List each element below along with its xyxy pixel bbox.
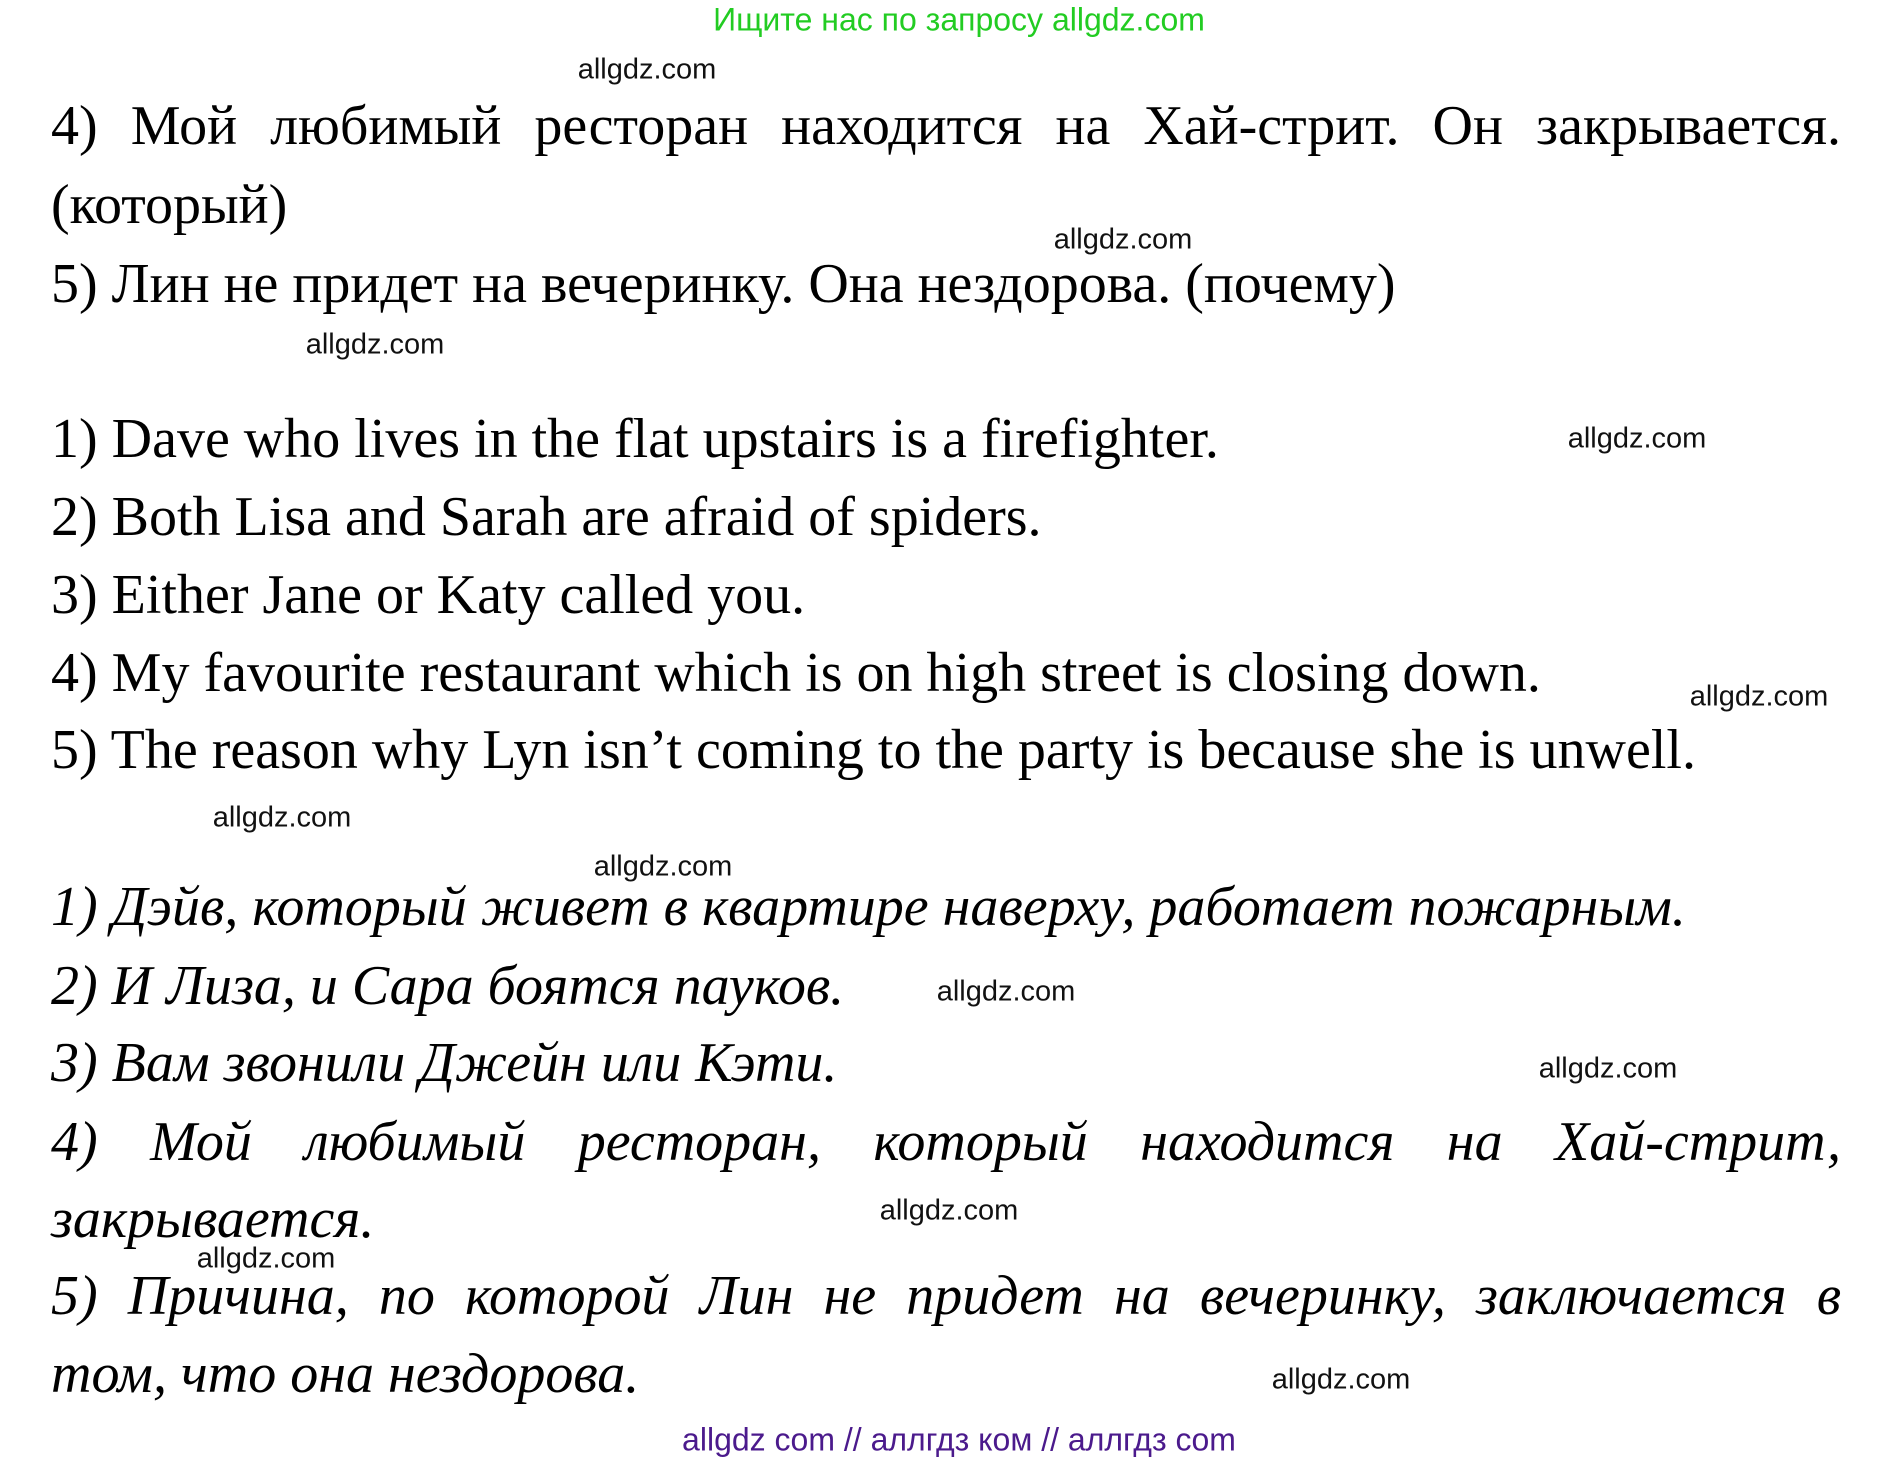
- watermark: allgdz.com: [1689, 680, 1829, 713]
- footer-links: allgdz com // аллгдз ком // аллгдз com: [682, 1421, 1236, 1458]
- answer-ru-line: том, что она нездорова.: [51, 1343, 640, 1405]
- watermark: allgdz.com: [1567, 422, 1707, 455]
- watermark: allgdz.com: [577, 53, 717, 86]
- answer-en-line: 1) Dave who lives in the flat upstairs is a firefighter.: [51, 408, 1219, 470]
- task-line: 5) Лин не придет на вечеринку. Она нездорова. (почему): [51, 253, 1396, 315]
- answer-ru-line: закрывается.: [51, 1188, 375, 1250]
- answer-ru-line: 4) Мой любимый ресторан, который находится на Хай-стрит,: [51, 1111, 1841, 1173]
- answer-en-line: 4) My favourite restaurant which is on high street is closing down.: [51, 642, 1541, 704]
- watermark: allgdz.com: [1538, 1052, 1678, 1085]
- watermark: allgdz.com: [305, 328, 445, 361]
- watermark: allgdz.com: [196, 1242, 336, 1275]
- answer-ru-line: 1) Дэйв, который живет в квартире наверху, работает пожарным.: [51, 876, 1686, 938]
- task-line: (который): [51, 174, 288, 236]
- watermark: allgdz.com: [1271, 1363, 1411, 1396]
- answer-ru-line: 2) И Лиза, и Сара боятся пауков.: [51, 955, 845, 1017]
- answer-en-line: 3) Either Jane or Katy called you.: [51, 564, 806, 626]
- watermark: allgdz.com: [879, 1194, 1019, 1227]
- answer-en-line: 2) Both Lisa and Sarah are afraid of spiders.: [51, 486, 1042, 548]
- answer-ru-line: 5) Причина, по которой Лин не придет на вечеринку, заключается в: [51, 1265, 1841, 1327]
- search-hint-header: Ищите нас по запросу allgdz.com: [713, 1, 1205, 38]
- answer-ru-line: 3) Вам звонили Джейн или Кэти.: [51, 1032, 838, 1094]
- watermark: allgdz.com: [212, 801, 352, 834]
- answer-en-line: 5) The reason why Lyn isn’t coming to the party is because she is unwell.: [51, 719, 1696, 781]
- watermark: allgdz.com: [593, 850, 733, 883]
- watermark: allgdz.com: [936, 975, 1076, 1008]
- task-line: 4) Мой любимый ресторан находится на Хай-стрит. Он закрывается.: [51, 95, 1841, 157]
- watermark: allgdz.com: [1053, 223, 1193, 256]
